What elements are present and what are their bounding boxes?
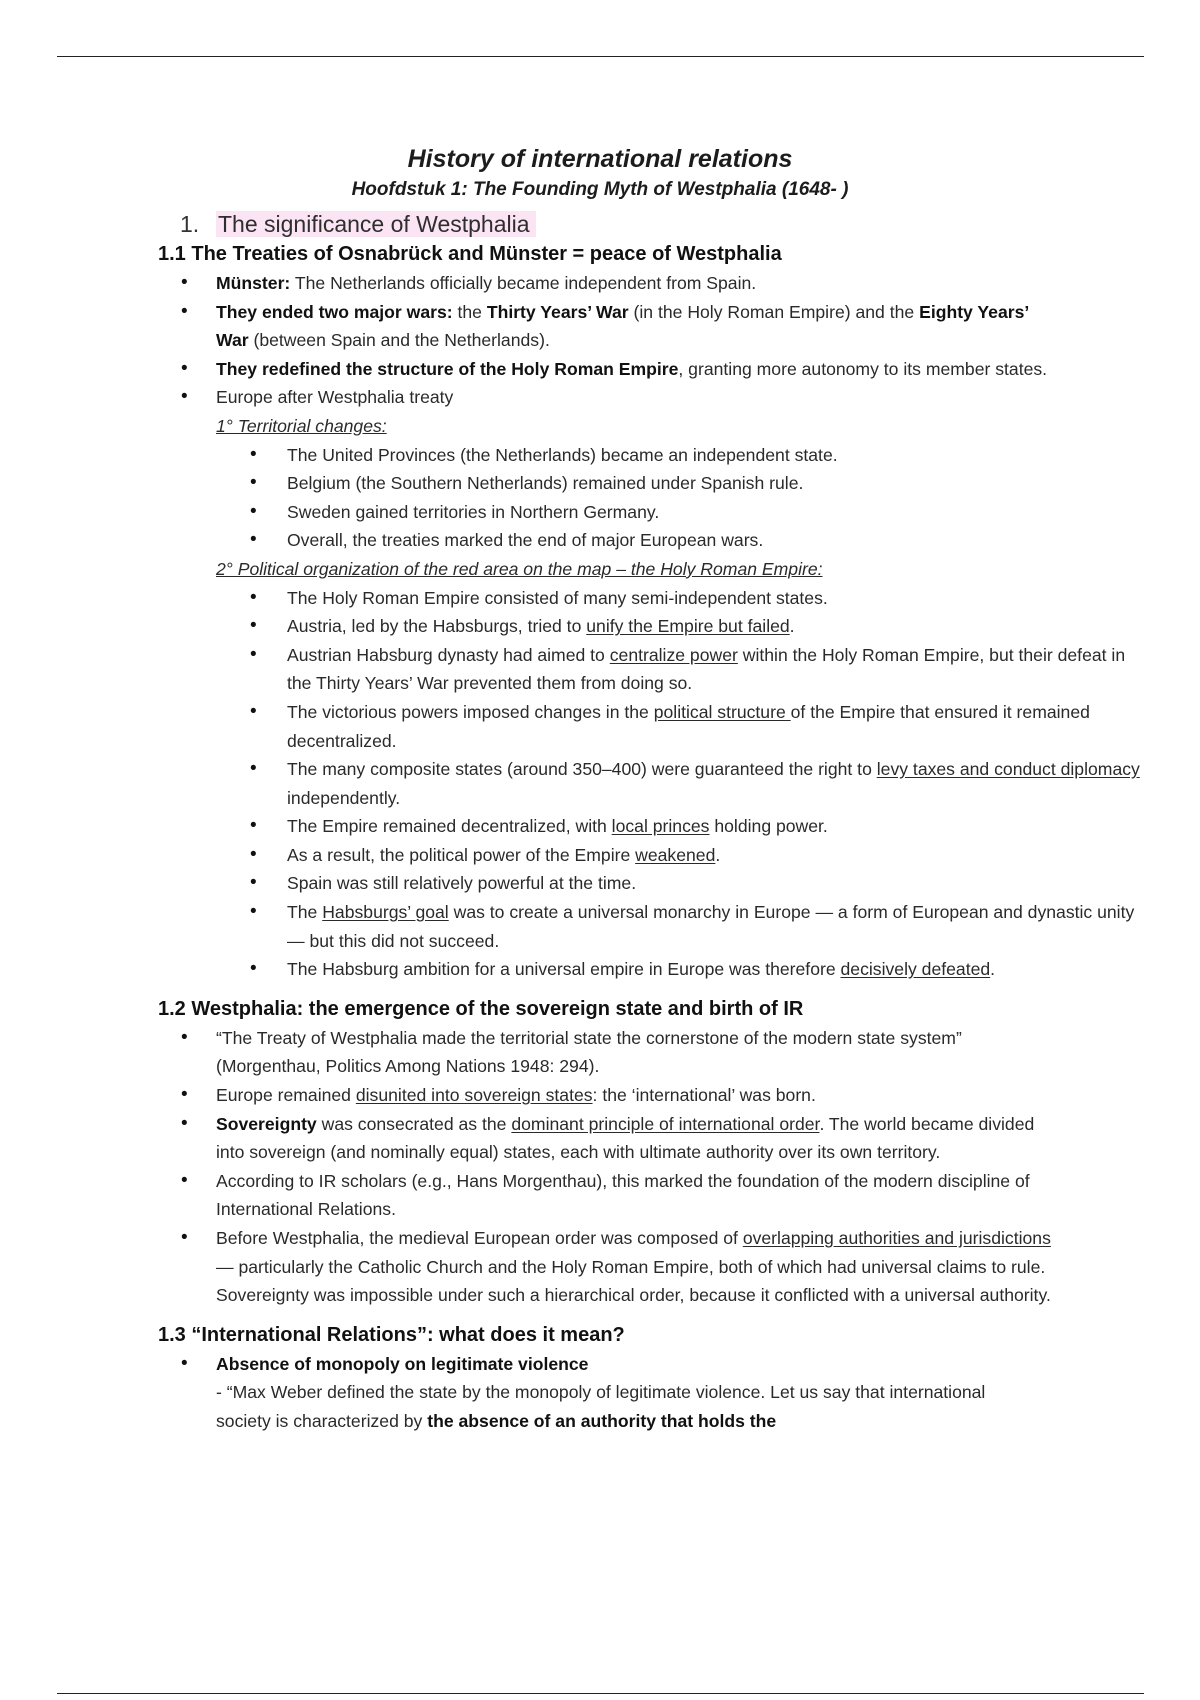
text: : the ‘international’ was born.: [592, 1085, 816, 1106]
list-item: • Overall, the treaties marked the end of major European wars.: [0, 526, 1147, 555]
list-item: [0, 698, 1147, 755]
list-item: [0, 1081, 1056, 1110]
text: of the Empire that ensured it remained decentralized.: [287, 701, 1090, 751]
bold-text: Eighty Years’ War: [216, 301, 1029, 351]
list-item: • Spain was still relatively powerful at the time.: [0, 869, 1147, 898]
text: independently.: [287, 787, 401, 808]
underlined-text: levy taxes and conduct diplomacy: [876, 759, 1140, 780]
text: , granting more autonomy to its member states.: [678, 358, 1048, 379]
text: .: [789, 616, 795, 637]
text: Austria, led by the Habsburgs, tried to: [287, 616, 587, 637]
underlined-text: Habsburgs’ goal: [322, 902, 449, 923]
text: within the Holy Roman Empire, but their defeat in the Thirty Years’ War prevented them from doing so.: [287, 644, 1126, 694]
text: The Empire remained decentralized, with: [287, 816, 612, 837]
underlined-text: unify the Empire but failed: [586, 616, 790, 637]
list-item: [0, 755, 1147, 812]
list-item: [0, 955, 1187, 984]
list-item: • “The Treaty of Westphalia made the territorial state the cornerstone of the modern state system” (Morgenthau, Politics Among Nations 1948: 294).: [0, 1024, 1056, 1081]
bold-text: They ended two major wars:: [216, 301, 453, 322]
text: — particularly the Catholic Church and the Holy Roman Empire, both of which had universal claims to rule. Sovereignty was impossible under such a hierarchical order, because it conflicted with a universal authority.: [216, 1256, 1051, 1306]
list-item: • The Holy Roman Empire consisted of many semi-independent states.: [0, 584, 1147, 613]
text: Europe after Westphalia treaty: [216, 387, 454, 408]
text: the: [452, 301, 487, 322]
list-item: [0, 1224, 1056, 1310]
text: . The world became divided into sovereign (and nominally equal) states, each with ultimate authority over its own territory.: [216, 1113, 1035, 1163]
text: was consecrated as the: [316, 1113, 512, 1134]
bold-text: Sovereignty: [216, 1113, 317, 1134]
list-item: [0, 269, 1056, 298]
section-number: 1.: [180, 211, 200, 237]
text: The victorious powers imposed changes in the: [287, 701, 654, 722]
highlighted-section-title: The significance of Westphalia: [216, 211, 536, 237]
list-item: • Belgium (the Southern Netherlands) remained under Spanish rule.: [0, 469, 1147, 498]
list-item: • According to IR scholars (e.g., Hans Morgenthau), this marked the foundation of the modern discipline of International Relations.: [0, 1167, 1056, 1224]
underlined-text: dominant principle of international order: [511, 1113, 820, 1134]
text: holding power.: [709, 816, 828, 837]
list-item: [0, 812, 1147, 841]
list-1-2: [0, 1024, 1200, 1310]
underlined-text: weakened: [635, 844, 716, 865]
list-item: [0, 298, 1056, 355]
text: Austrian Habsburg dynasty had aimed to: [287, 644, 610, 665]
bold-text: the absence of an authority that holds the: [427, 1410, 777, 1431]
underlined-text: overlapping authorities and jurisdictions: [742, 1228, 1051, 1248]
list-item: [0, 383, 1056, 412]
text: was to create a universal monarchy in Europe — a form of European and dynastic unity — but this did not succeed.: [287, 902, 1135, 951]
list-item: • The United Provinces (the Netherlands) became an independent state.: [0, 441, 1147, 470]
heading-1-3: 1.3 “International Relations”: what does it mean?: [158, 1323, 625, 1346]
weber-quote: [0, 1378, 1036, 1435]
list-item: [0, 641, 1147, 698]
list-item: [0, 1110, 1056, 1167]
document-title: History of international relations: [407, 145, 793, 173]
list-item: [0, 898, 1147, 955]
text: As a result, the political power of the Empire: [287, 844, 636, 865]
underlined-text: decisively defeated: [840, 959, 991, 980]
bold-text: Absence of monopoly on legitimate violence: [216, 1353, 589, 1374]
text: The Habsburg ambition for a universal empire in Europe was therefore: [287, 959, 841, 980]
bold-text: Münster:: [216, 273, 291, 293]
underlined-text: disunited into sovereign states: [355, 1085, 593, 1106]
top-rule: [57, 56, 1144, 57]
document-body: [0, 143, 1200, 1436]
text: .: [715, 844, 721, 865]
bold-text: Thirty Years’ War: [486, 301, 629, 322]
underlined-text: centralize power: [609, 644, 738, 665]
text: Before Westphalia, the medieval European order was composed of: [216, 1228, 743, 1248]
list-1-1: [0, 269, 1200, 412]
underlined-text: political structure: [653, 701, 791, 722]
list-1-3: [0, 1350, 1200, 1379]
political-organization-label: 2° Political organization of the red area on the map – the Holy Roman Empire:: [216, 558, 823, 579]
list-item: [0, 612, 1147, 641]
document-subtitle: Hoofdstuk 1: The Founding Myth of Westphalia (1648- ): [351, 179, 849, 200]
list-item: [0, 1350, 1056, 1379]
territorial-list: [0, 441, 1200, 555]
text: .: [990, 959, 996, 980]
text: (in the Holy Roman Empire) and the: [628, 301, 920, 322]
text: - “Max Weber defined the state by the monopoly of legitimate violence. Let us say that international society is characterized by: [216, 1382, 986, 1431]
text: The many composite states (around 350–400) were guaranteed the right to: [287, 759, 877, 780]
political-list: [0, 584, 1200, 984]
heading-1-1: 1.1 The Treaties of Osnabrück and Münster = peace of Westphalia: [158, 243, 782, 265]
territorial-changes-label: 1° Territorial changes:: [216, 415, 387, 436]
heading-1-2: 1.2 Westphalia: the emergence of the sovereign state and birth of IR: [158, 997, 804, 1020]
list-item: [0, 355, 1056, 384]
text: (between Spain and the Netherlands).: [248, 330, 550, 351]
text: The: [287, 902, 323, 923]
bold-text: They redefined the structure of the Holy Roman Empire: [216, 358, 679, 379]
text: Europe remained: [216, 1085, 356, 1106]
list-item: [0, 841, 1147, 870]
underlined-text: local princes: [611, 816, 710, 837]
list-item: • Sweden gained territories in Northern Germany.: [0, 498, 1147, 527]
section-1-heading: [180, 209, 1200, 239]
text: The Netherlands officially became independent from Spain.: [290, 273, 757, 293]
bottom-rule: [57, 1693, 1144, 1694]
